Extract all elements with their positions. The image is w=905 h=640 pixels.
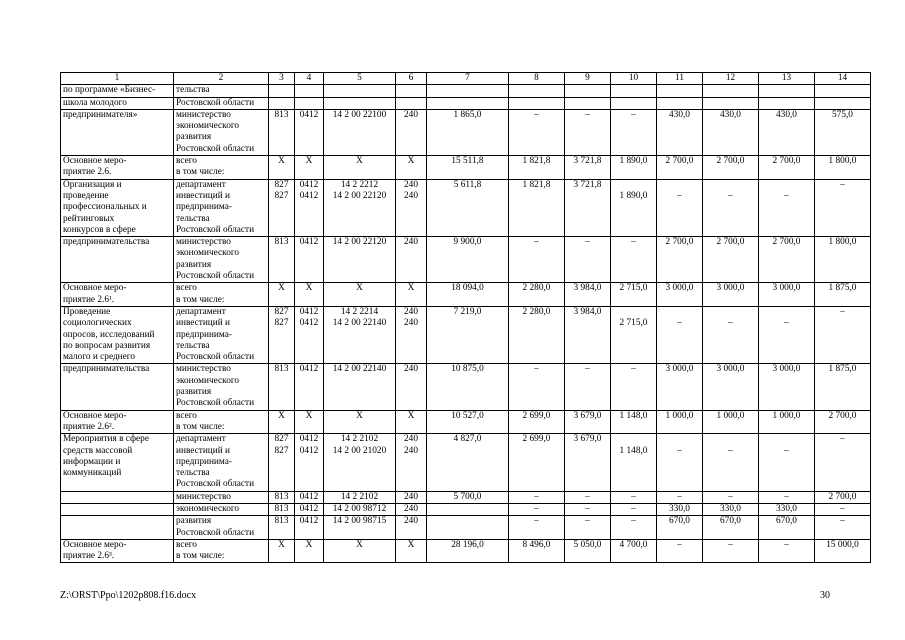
table-row bbox=[61, 156, 871, 180]
value-cell: 1 890,0 bbox=[611, 179, 657, 236]
value-cell: 9 900,0 bbox=[427, 237, 509, 283]
value-cell bbox=[396, 97, 427, 109]
value-cell: – bbox=[815, 306, 871, 363]
value-cell: 0412 bbox=[295, 516, 324, 540]
executor-cell: министерство экономического развития Ростовской области bbox=[174, 109, 269, 155]
value-cell: 3 679,0 bbox=[565, 410, 611, 434]
executor-cell: всего в том числе: bbox=[174, 156, 269, 180]
value-cell: 10 527,0 bbox=[427, 410, 509, 434]
value-cell: 240 240 bbox=[396, 306, 427, 363]
value-cell: – bbox=[703, 306, 759, 363]
value-cell: 330,0 bbox=[759, 503, 815, 515]
value-cell: – bbox=[509, 109, 565, 155]
table-row bbox=[61, 306, 871, 363]
value-cell: – bbox=[703, 179, 759, 236]
measure-name-cell: предпринимателя» bbox=[61, 109, 174, 155]
value-cell: 4 700,0 bbox=[611, 539, 657, 563]
value-cell bbox=[611, 97, 657, 109]
measure-name-cell: школа молодого bbox=[61, 97, 174, 109]
value-cell: – bbox=[815, 503, 871, 515]
value-cell bbox=[427, 516, 509, 540]
value-cell: 2 700,0 bbox=[703, 156, 759, 180]
page-number: 30 bbox=[820, 590, 830, 601]
value-cell bbox=[703, 85, 759, 97]
value-cell: 2 700,0 bbox=[759, 156, 815, 180]
value-cell: 3 721,8 bbox=[565, 179, 611, 236]
value-cell: 28 196,0 bbox=[427, 539, 509, 563]
value-cell: 5 700,0 bbox=[427, 491, 509, 503]
table-row bbox=[61, 283, 871, 307]
value-cell: 7 219,0 bbox=[427, 306, 509, 363]
value-cell: – bbox=[703, 539, 759, 563]
executor-cell: всего в том числе: bbox=[174, 410, 269, 434]
value-cell: 1 000,0 bbox=[657, 410, 703, 434]
value-cell bbox=[324, 97, 396, 109]
measure-name-cell: Организация и проведение профессиональных и рейтинговых конкурсов в сфере bbox=[61, 179, 174, 236]
value-cell bbox=[269, 85, 295, 97]
column-header-9: 9 bbox=[565, 73, 611, 85]
value-cell: 240 bbox=[396, 516, 427, 540]
value-cell: 1 821,8 bbox=[509, 179, 565, 236]
value-cell: 2 715,0 bbox=[611, 306, 657, 363]
value-cell: Х bbox=[324, 539, 396, 563]
table-row bbox=[61, 516, 871, 540]
value-cell: 15 000,0 bbox=[815, 539, 871, 563]
value-cell: 813 bbox=[269, 364, 295, 410]
value-cell: 2 699,0 bbox=[509, 410, 565, 434]
value-cell: 575,0 bbox=[815, 109, 871, 155]
value-cell: – bbox=[703, 491, 759, 503]
value-cell: – bbox=[509, 516, 565, 540]
value-cell: Х bbox=[396, 539, 427, 563]
value-cell: 0412 bbox=[295, 503, 324, 515]
value-cell bbox=[396, 85, 427, 97]
value-cell: 1 865,0 bbox=[427, 109, 509, 155]
value-cell: 14 2 00 22100 bbox=[324, 109, 396, 155]
value-cell: 827 827 bbox=[269, 179, 295, 236]
executor-cell: всего в том числе: bbox=[174, 283, 269, 307]
value-cell: – bbox=[759, 491, 815, 503]
value-cell: 3 000,0 bbox=[759, 283, 815, 307]
value-cell bbox=[427, 503, 509, 515]
column-header-3: 3 bbox=[269, 73, 295, 85]
value-cell: 18 094,0 bbox=[427, 283, 509, 307]
measure-name-cell: Основное меро- приятие 2.6³. bbox=[61, 539, 174, 563]
value-cell: 3 000,0 bbox=[657, 364, 703, 410]
value-cell bbox=[509, 97, 565, 109]
value-cell bbox=[427, 97, 509, 109]
value-cell: 3 000,0 bbox=[703, 364, 759, 410]
value-cell: 813 bbox=[269, 491, 295, 503]
value-cell: 330,0 bbox=[703, 503, 759, 515]
value-cell: Х bbox=[269, 539, 295, 563]
value-cell: Х bbox=[295, 539, 324, 563]
value-cell bbox=[565, 85, 611, 97]
executor-cell: министерство экономического развития Ростовской области bbox=[174, 237, 269, 283]
value-cell: – bbox=[565, 503, 611, 515]
value-cell: 14 2 00 98712 bbox=[324, 503, 396, 515]
value-cell: Х bbox=[269, 156, 295, 180]
value-cell bbox=[295, 97, 324, 109]
value-cell: – bbox=[759, 179, 815, 236]
value-cell: Х bbox=[324, 283, 396, 307]
value-cell: 430,0 bbox=[759, 109, 815, 155]
value-cell: – bbox=[509, 491, 565, 503]
value-cell: 813 bbox=[269, 516, 295, 540]
value-cell: 14 2 2102 14 2 00 21020 bbox=[324, 434, 396, 491]
value-cell: 0412 0412 bbox=[295, 434, 324, 491]
column-header-14: 14 bbox=[815, 73, 871, 85]
executor-cell: департамент инвестиций и предпринима- тельства Ростовской области bbox=[174, 434, 269, 491]
value-cell: – bbox=[611, 503, 657, 515]
value-cell: 0412 bbox=[295, 237, 324, 283]
value-cell: 2 715,0 bbox=[611, 283, 657, 307]
value-cell: 1 000,0 bbox=[759, 410, 815, 434]
executor-cell: департамент инвестиций и предпринима- тельства Ростовской области bbox=[174, 306, 269, 363]
value-cell: 240 240 bbox=[396, 179, 427, 236]
value-cell: 240 bbox=[396, 491, 427, 503]
value-cell: – bbox=[759, 434, 815, 491]
value-cell: – bbox=[611, 237, 657, 283]
value-cell: 670,0 bbox=[657, 516, 703, 540]
table-row bbox=[61, 491, 871, 503]
value-cell: 827 827 bbox=[269, 306, 295, 363]
value-cell: 3 000,0 bbox=[703, 283, 759, 307]
value-cell: 3 721,8 bbox=[565, 156, 611, 180]
value-cell: – bbox=[611, 491, 657, 503]
table-row bbox=[61, 364, 871, 410]
value-cell: 2 700,0 bbox=[815, 491, 871, 503]
value-cell: Х bbox=[324, 410, 396, 434]
value-cell: 813 bbox=[269, 109, 295, 155]
value-cell bbox=[815, 97, 871, 109]
value-cell: 670,0 bbox=[759, 516, 815, 540]
measure-name-cell bbox=[61, 491, 174, 503]
value-cell: 2 280,0 bbox=[509, 306, 565, 363]
value-cell: 5 611,8 bbox=[427, 179, 509, 236]
value-cell: 8 496,0 bbox=[509, 539, 565, 563]
document-table bbox=[60, 72, 871, 563]
value-cell: 0412 0412 bbox=[295, 179, 324, 236]
value-cell: – bbox=[611, 364, 657, 410]
table-row bbox=[61, 237, 871, 283]
column-header-13: 13 bbox=[759, 73, 815, 85]
value-cell: 240 bbox=[396, 503, 427, 515]
value-cell: 2 700,0 bbox=[657, 237, 703, 283]
value-cell: 827 827 bbox=[269, 434, 295, 491]
column-header-11: 11 bbox=[657, 73, 703, 85]
value-cell: Х bbox=[269, 410, 295, 434]
measure-name-cell bbox=[61, 503, 174, 515]
value-cell: – bbox=[703, 434, 759, 491]
value-cell: – bbox=[815, 434, 871, 491]
table-header-row bbox=[61, 73, 871, 85]
value-cell: 10 875,0 bbox=[427, 364, 509, 410]
value-cell: 14 2 00 22140 bbox=[324, 364, 396, 410]
column-header-7: 7 bbox=[427, 73, 509, 85]
value-cell: 14 2 2212 14 2 00 22120 bbox=[324, 179, 396, 236]
measure-name-cell: предпринимательства bbox=[61, 237, 174, 283]
value-cell: – bbox=[759, 539, 815, 563]
value-cell: Х bbox=[396, 156, 427, 180]
value-cell: 1 821,8 bbox=[509, 156, 565, 180]
column-header-4: 4 bbox=[295, 73, 324, 85]
value-cell bbox=[295, 85, 324, 97]
value-cell: 240 bbox=[396, 364, 427, 410]
value-cell: – bbox=[509, 503, 565, 515]
value-cell: 0412 bbox=[295, 364, 324, 410]
value-cell: 240 bbox=[396, 237, 427, 283]
table-row bbox=[61, 85, 871, 97]
value-cell: 3 000,0 bbox=[657, 283, 703, 307]
value-cell: – bbox=[657, 491, 703, 503]
value-cell bbox=[427, 85, 509, 97]
value-cell: – bbox=[565, 237, 611, 283]
value-cell: – bbox=[657, 539, 703, 563]
table-row bbox=[61, 539, 871, 563]
value-cell: Х bbox=[396, 410, 427, 434]
column-header-12: 12 bbox=[703, 73, 759, 85]
value-cell: 0412 bbox=[295, 109, 324, 155]
value-cell: 5 050,0 bbox=[565, 539, 611, 563]
measure-name-cell: Проведение социологических опросов, исследований по вопросам развития малого и среднего bbox=[61, 306, 174, 363]
value-cell: 240 240 bbox=[396, 434, 427, 491]
column-header-2: 2 bbox=[174, 73, 269, 85]
value-cell bbox=[759, 85, 815, 97]
column-header-5: 5 bbox=[324, 73, 396, 85]
value-cell: 813 bbox=[269, 503, 295, 515]
table-row bbox=[61, 109, 871, 155]
value-cell bbox=[657, 97, 703, 109]
value-cell: – bbox=[509, 364, 565, 410]
executor-cell: министерство экономического развития Ростовской области bbox=[174, 364, 269, 410]
value-cell: 1 000,0 bbox=[703, 410, 759, 434]
value-cell: 0412 0412 bbox=[295, 306, 324, 363]
table-row bbox=[61, 503, 871, 515]
value-cell: Х bbox=[324, 156, 396, 180]
value-cell: Х bbox=[269, 283, 295, 307]
value-cell: – bbox=[611, 516, 657, 540]
value-cell: 2 700,0 bbox=[815, 410, 871, 434]
value-cell bbox=[657, 85, 703, 97]
value-cell bbox=[324, 85, 396, 97]
measure-name-cell: по программе «Бизнес- bbox=[61, 85, 174, 97]
value-cell: – bbox=[657, 179, 703, 236]
value-cell: 3 000,0 bbox=[759, 364, 815, 410]
executor-cell: Ростовской области bbox=[174, 97, 269, 109]
value-cell: Х bbox=[396, 283, 427, 307]
value-cell bbox=[269, 97, 295, 109]
executor-cell: министерство bbox=[174, 491, 269, 503]
footer-file-path: Z:\ORST\Ppo\1202p808.f16.docx bbox=[60, 590, 197, 601]
value-cell: Х bbox=[295, 410, 324, 434]
measure-name-cell: Основное меро- приятие 2.6¹. bbox=[61, 283, 174, 307]
column-header-10: 10 bbox=[611, 73, 657, 85]
value-cell: 1 890,0 bbox=[611, 156, 657, 180]
value-cell: 4 827,0 bbox=[427, 434, 509, 491]
value-cell: – bbox=[759, 306, 815, 363]
value-cell: 1 800,0 bbox=[815, 237, 871, 283]
value-cell: 3 984,0 bbox=[565, 306, 611, 363]
value-cell: 2 700,0 bbox=[657, 156, 703, 180]
value-cell bbox=[815, 85, 871, 97]
executor-cell: всего в том числе: bbox=[174, 539, 269, 563]
value-cell: 240 bbox=[396, 109, 427, 155]
value-cell: 0412 bbox=[295, 491, 324, 503]
value-cell: 2 700,0 bbox=[759, 237, 815, 283]
value-cell: 2 699,0 bbox=[509, 434, 565, 491]
measure-name-cell: Основное меро- приятие 2.6. bbox=[61, 156, 174, 180]
value-cell: – bbox=[611, 109, 657, 155]
column-header-8: 8 bbox=[509, 73, 565, 85]
executor-cell: департамент инвестиций и предпринима- тельства Ростовской области bbox=[174, 179, 269, 236]
value-cell: – bbox=[565, 109, 611, 155]
executor-cell: экономического bbox=[174, 503, 269, 515]
value-cell: 2 280,0 bbox=[509, 283, 565, 307]
value-cell: – bbox=[657, 434, 703, 491]
value-cell: 3 984,0 bbox=[565, 283, 611, 307]
value-cell: – bbox=[815, 516, 871, 540]
value-cell: – bbox=[657, 306, 703, 363]
value-cell: 1 875,0 bbox=[815, 364, 871, 410]
value-cell: 14 2 00 22120 bbox=[324, 237, 396, 283]
executor-cell: развития Ростовской области bbox=[174, 516, 269, 540]
measure-name-cell bbox=[61, 516, 174, 540]
value-cell: – bbox=[565, 364, 611, 410]
value-cell: – bbox=[565, 491, 611, 503]
table-row bbox=[61, 434, 871, 491]
value-cell: 1 148,0 bbox=[611, 410, 657, 434]
value-cell: 15 511,8 bbox=[427, 156, 509, 180]
value-cell bbox=[565, 97, 611, 109]
value-cell: 1 800,0 bbox=[815, 156, 871, 180]
value-cell: Х bbox=[295, 156, 324, 180]
column-header-1: 1 bbox=[61, 73, 174, 85]
measure-name-cell: Основное меро- приятие 2.6². bbox=[61, 410, 174, 434]
measure-name-cell: предпринимательства bbox=[61, 364, 174, 410]
value-cell: – bbox=[565, 516, 611, 540]
value-cell: 430,0 bbox=[703, 109, 759, 155]
value-cell bbox=[509, 85, 565, 97]
value-cell: 430,0 bbox=[657, 109, 703, 155]
value-cell: 1 148,0 bbox=[611, 434, 657, 491]
value-cell bbox=[611, 85, 657, 97]
value-cell: 14 2 2214 14 2 00 22140 bbox=[324, 306, 396, 363]
value-cell: 1 875,0 bbox=[815, 283, 871, 307]
value-cell: 14 2 00 98715 bbox=[324, 516, 396, 540]
value-cell: – bbox=[815, 179, 871, 236]
value-cell: 813 bbox=[269, 237, 295, 283]
value-cell: 2 700,0 bbox=[703, 237, 759, 283]
value-cell: Х bbox=[295, 283, 324, 307]
measure-name-cell: Мероприятия в сфере средств массовой информации и коммуникаций bbox=[61, 434, 174, 491]
value-cell bbox=[703, 97, 759, 109]
value-cell: – bbox=[509, 237, 565, 283]
table-row bbox=[61, 410, 871, 434]
value-cell: 3 679,0 bbox=[565, 434, 611, 491]
column-header-6: 6 bbox=[396, 73, 427, 85]
table-row bbox=[61, 97, 871, 109]
table-row bbox=[61, 179, 871, 236]
executor-cell: тельства bbox=[174, 85, 269, 97]
value-cell: 330,0 bbox=[657, 503, 703, 515]
value-cell: 14 2 2102 bbox=[324, 491, 396, 503]
value-cell bbox=[759, 97, 815, 109]
value-cell: 670,0 bbox=[703, 516, 759, 540]
